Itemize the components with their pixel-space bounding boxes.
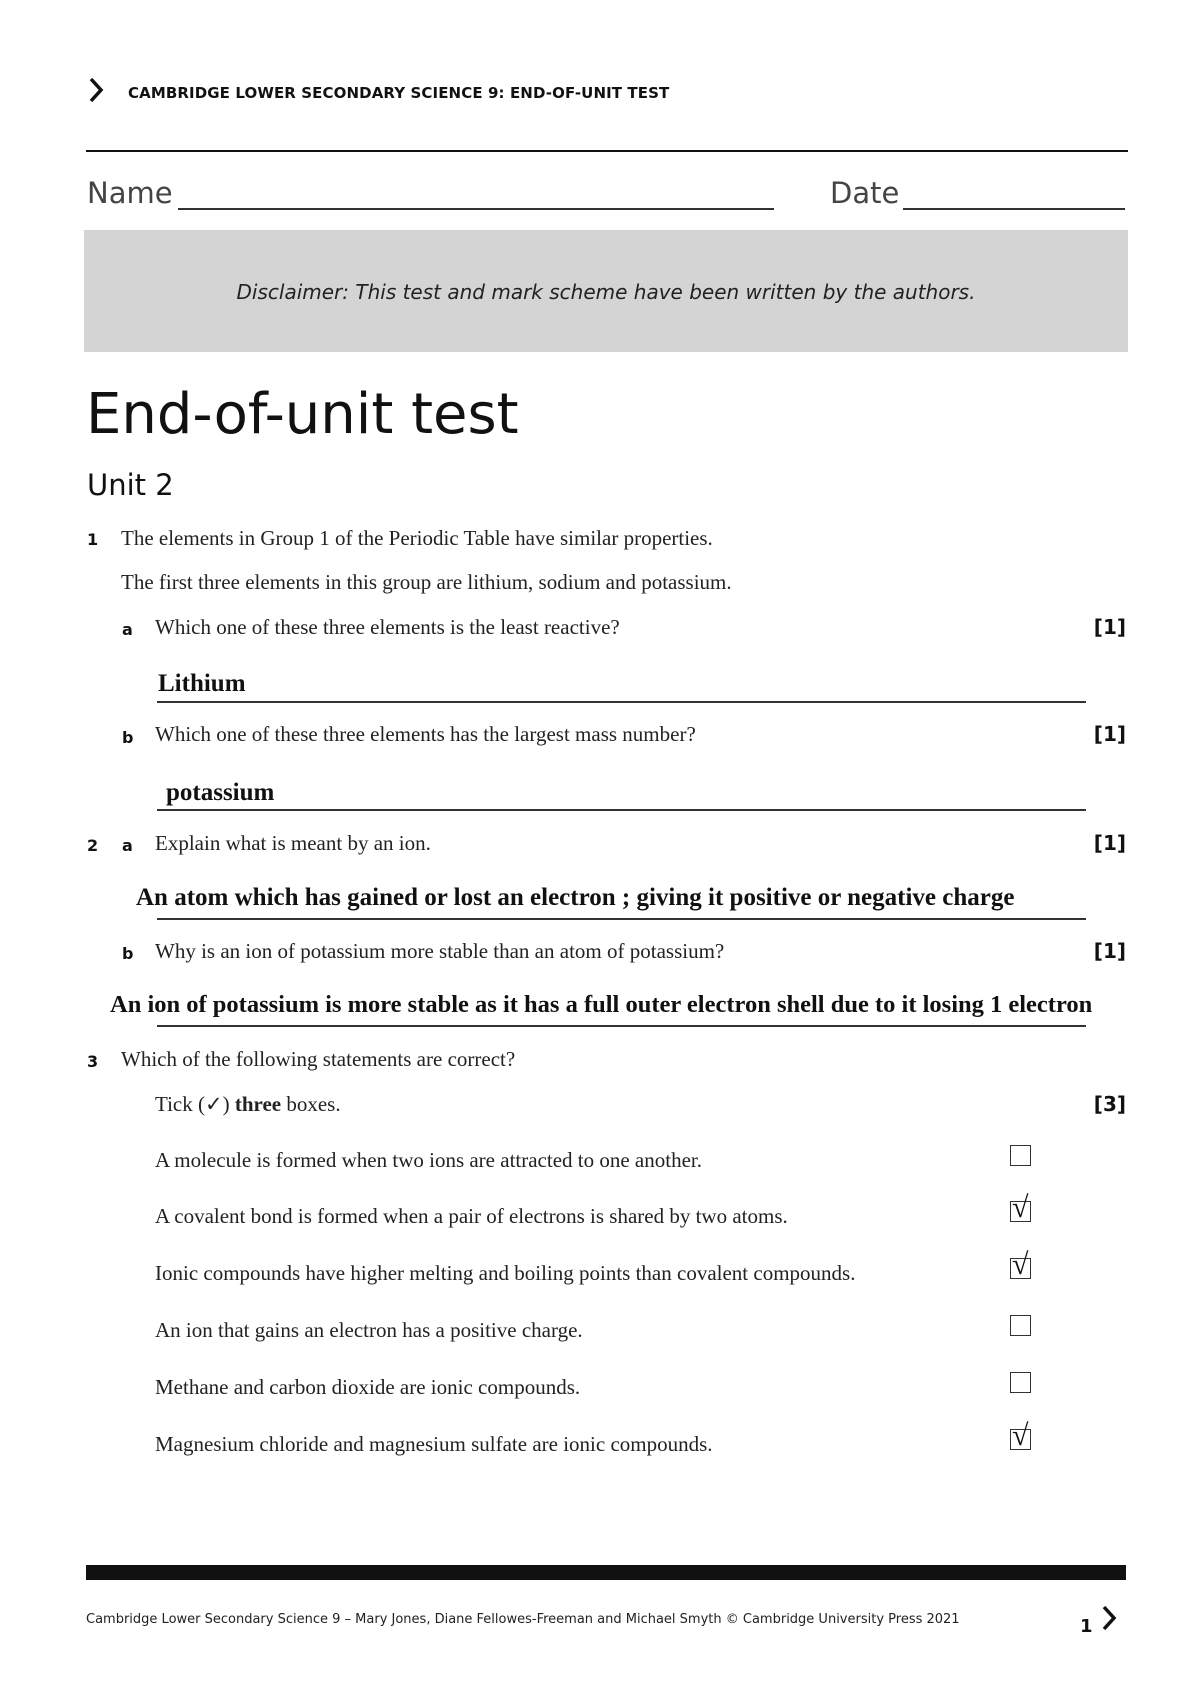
- option-text: A molecule is formed when two ions are attracted to one another.: [155, 1148, 702, 1172]
- option-checkbox[interactable]: [1010, 1372, 1031, 1393]
- checkmark-icon: √: [1012, 1248, 1029, 1281]
- answer-line: [157, 701, 1086, 703]
- option-text: Methane and carbon dioxide are ionic compounds.: [155, 1375, 581, 1399]
- question-text: Why is an ion of potassium more stable than an atom of potassium?: [155, 939, 725, 963]
- checkmark-icon: √: [1012, 1419, 1029, 1452]
- answer-text[interactable]: Lithium: [158, 670, 246, 697]
- header-title: CAMBRIDGE LOWER SECONDARY SCIENCE 9: END-OF-UNIT TEST: [128, 84, 670, 102]
- option-text: A covalent bond is formed when a pair of electrons is shared by two atoms.: [155, 1204, 788, 1228]
- mark-allocation: [1]: [1093, 939, 1126, 963]
- disclaimer-text: Disclaimer: This test and mark scheme have been written by the authors.: [236, 280, 976, 304]
- question-text: Which one of these three elements is the least reactive?: [155, 615, 620, 639]
- subquestion-letter: a: [122, 836, 133, 855]
- unit-label: Unit 2: [87, 468, 174, 502]
- answer-line: [157, 809, 1086, 811]
- mark-allocation: [3]: [1093, 1092, 1126, 1116]
- instruction-pre: Tick (✓): [155, 1092, 235, 1116]
- question-text: Which one of these three elements has the largest mass number?: [155, 722, 696, 746]
- answer-line: [157, 918, 1086, 920]
- next-page-icon[interactable]: [1101, 1604, 1117, 1632]
- question-number: 1: [87, 530, 99, 549]
- question-number: 2: [87, 836, 99, 855]
- option-text: Magnesium chloride and magnesium sulfate are ionic compounds.: [155, 1432, 713, 1456]
- footer-bar: [86, 1565, 1126, 1580]
- mark-allocation: [1]: [1093, 831, 1126, 855]
- option-checkbox[interactable]: [1010, 1315, 1031, 1336]
- answer-line: [157, 1025, 1086, 1027]
- subquestion-letter: a: [122, 620, 133, 639]
- mark-allocation: [1]: [1093, 615, 1126, 639]
- checkmark-icon: √: [1012, 1191, 1029, 1224]
- question-number: 3: [87, 1052, 99, 1071]
- instruction-bold: three: [234, 1092, 282, 1116]
- footer-credit: Cambridge Lower Secondary Science 9 – Mary Jones, Diane Fellowes-Freeman and Michael Smyth © Cambridge University Press 2021: [86, 1612, 960, 1627]
- chevron-right-icon: [88, 76, 104, 104]
- question-text: Explain what is meant by an ion.: [155, 831, 431, 855]
- name-field[interactable]: [178, 208, 774, 210]
- answer-text[interactable]: An atom which has gained or lost an electron ; giving it positive or negative charge: [136, 884, 1015, 911]
- question-text: The elements in Group 1 of the Periodic Table have similar properties.: [121, 526, 713, 550]
- subquestion-letter: b: [122, 728, 134, 747]
- answer-text[interactable]: potassium: [166, 779, 275, 806]
- disclaimer-box: [84, 230, 1128, 352]
- page-title: End-of-unit test: [86, 382, 519, 447]
- answer-text[interactable]: An ion of potassium is more stable as it has a full outer electron shell due to it losing 1 electron: [110, 991, 1093, 1018]
- question-instruction: [155, 1092, 341, 1117]
- name-label: Name: [87, 176, 173, 210]
- question-text: The first three elements in this group are lithium, sodium and potassium.: [121, 570, 732, 594]
- subquestion-letter: b: [122, 944, 134, 963]
- option-text: An ion that gains an electron has a positive charge.: [155, 1318, 583, 1342]
- question-text: Which of the following statements are correct?: [121, 1047, 516, 1071]
- page-number: 1: [1080, 1616, 1093, 1637]
- instruction-post: boxes.: [281, 1092, 341, 1116]
- option-text: Ionic compounds have higher melting and boiling points than covalent compounds.: [155, 1261, 856, 1285]
- mark-allocation: [1]: [1093, 722, 1126, 746]
- date-label: Date: [830, 176, 900, 210]
- date-field[interactable]: [903, 208, 1125, 210]
- header-divider: [86, 150, 1128, 152]
- option-checkbox[interactable]: [1010, 1145, 1031, 1166]
